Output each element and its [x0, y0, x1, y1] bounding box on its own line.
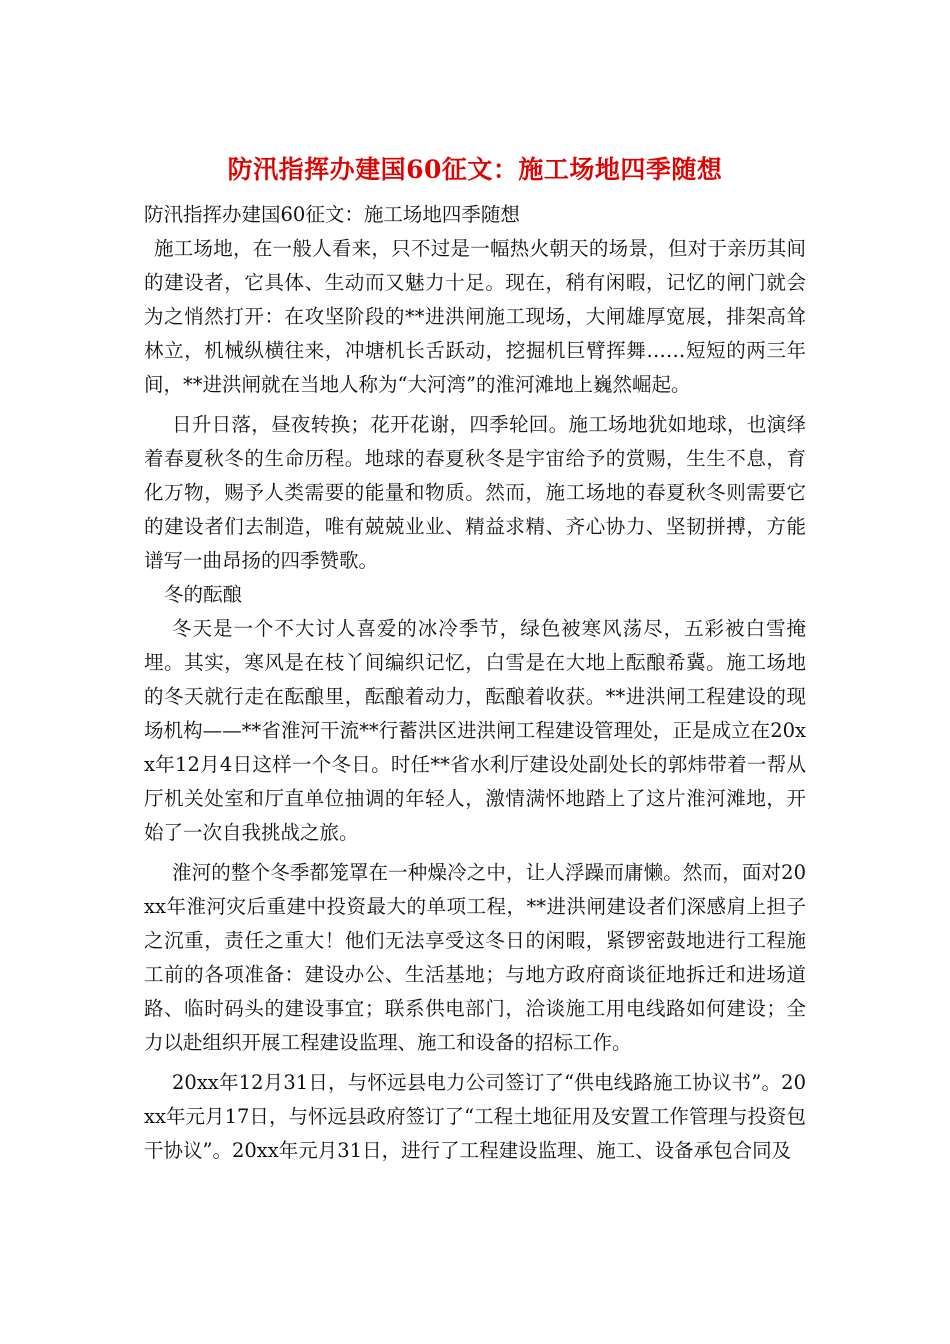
body-paragraph: 日升日落，昼夜转换；花开花谢，四季轮回。施工场地犹如地球，也演绎着春夏秋冬的生命历程。地球的春夏秋冬是宇宙给予的赏赐，生生不息，育化万物，赐予人类需要的能量和物质。然而，施工场地的春夏秋冬则需要它的建设者们去制造，唯有兢兢业业、精益求精、齐心协力、坚韧拼搏，方能谱写一曲昂扬的四季赞歌。	[144, 413, 806, 572]
subtitle-paragraph: 防汛指挥办建国60征文：施工场地四季随想	[144, 203, 520, 226]
body-paragraph: 施工场地，在一般人看来，只不过是一幅热火朝天的场景，但对于亲历其间的建设者，它具体、生动而又魅力十足。现在，稍有闲暇，记忆的闸门就会为之悄然打开：在攻坚阶段的**进洪闸施工现场，大闸雄厚宽展，排架高耸林立，机械纵横往来，冲塘机长舌跃动，挖掘机巨臂挥舞……短短的两三年间，**进洪闸就在当地人称为“大河湾”的淮河滩地上巍然崛起。	[144, 237, 806, 396]
section-heading: 冬的酝酿	[164, 583, 243, 606]
body-paragraph: 冬天是一个不大讨人喜爱的冰冷季节，绿色被寒风荡尽，五彩被白雪掩埋。其实，寒风是在枝丫间编织记忆，白雪是在大地上酝酿希冀。施工场地的冬天就行走在酝酿里，酝酿着动力，酝酿着收获。**进洪闸工程建设的现场机构——**省淮河干流**行蓄洪区进洪闸工程建设管理处，正是成立在20xx年12月4日这样一个冬日。时任**省水利厅建设处副处长的郭炜带着一帮从厅机关处室和厅直单位抽调的年轻人，激情满怀地踏上了这片淮河滩地，开始了一次自我挑战之旅。	[144, 617, 806, 844]
document-body	[144, 198, 806, 1168]
body-paragraph: 20xx年12月31日，与怀远县电力公司签订了“供电线路施工协议书”。20xx年元月17日，与怀远县政府签订了“工程土地征用及安置工作管理与投资包干协议”。20xx年元月31日，进行了工程建设监理、施工、设备承包合同及	[144, 1071, 806, 1162]
document-title: 防汛指挥办建国60征文：施工场地四季随想	[227, 155, 723, 184]
body-paragraph: 淮河的整个冬季都笼罩在一种燥冷之中，让人浮躁而庸懒。然而，面对20xx年淮河灾后重建中投资最大的单项工程，**进洪闸建设者们深感肩上担子之沉重，责任之重大！他们无法享受这冬日的闲暇，紧锣密鼓地进行工程施工前的各项准备：建设办公、生活基地；与地方政府商谈征地拆迁和进场道路、临时码头的建设事宜；联系供电部门，洽谈施工用电线路如何建设；全力以赴组织开展工程建设监理、施工和设备的招标工作。	[144, 861, 806, 1054]
